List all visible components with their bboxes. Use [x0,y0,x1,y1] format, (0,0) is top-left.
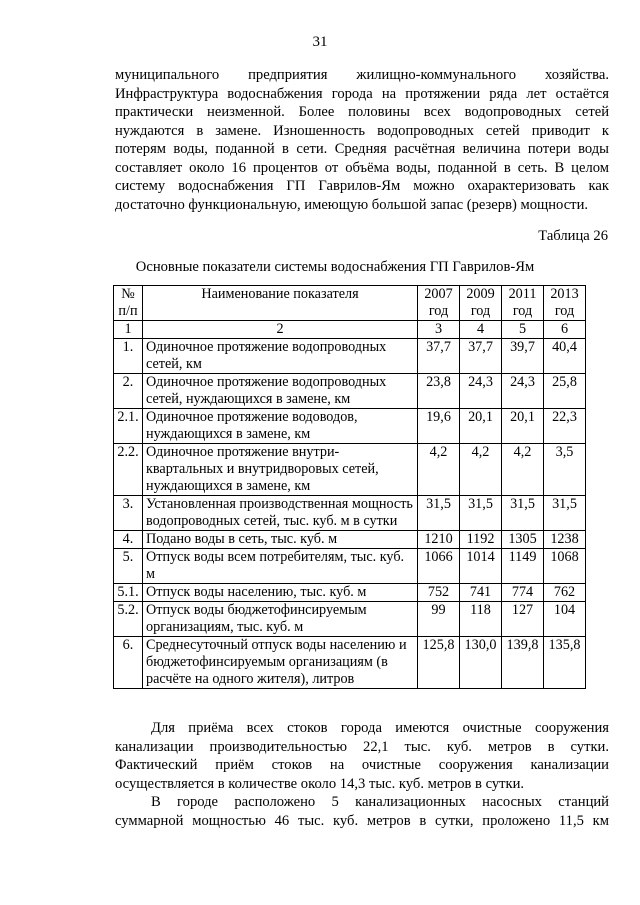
row-number: 2.2. [114,444,143,496]
row-value: 139,8 [502,637,544,689]
row-number: 6. [114,637,143,689]
row-value: 104 [544,602,586,637]
outro-paragraph-2 [115,793,609,830]
row-number: 3. [114,496,143,531]
header-num: № п/п [114,286,143,321]
outro-line: осуществляется в количестве около 14,3 тыс. куб. метров в сутки. [115,775,525,792]
row-value: 752 [418,584,460,602]
row-value: 130,0 [460,637,502,689]
index-cell: 5 [502,321,544,339]
row-number: 4. [114,531,143,549]
row-value: 23,8 [418,374,460,409]
row-indicator-name: Установленная производственная мощность водопроводных сетей, тыс. куб. м в сутки [143,496,418,531]
outro-line: Для приёма всех стоков города имеются очистные сооружения [151,720,609,736]
table-header-row [114,286,586,321]
row-value: 762 [544,584,586,602]
intro-line: потерям воды, поданной в сети. Средняя расчётная величина потери воды [115,141,609,157]
row-value: 4,2 [418,444,460,496]
index-cell: 3 [418,321,460,339]
outro-line: суммарной мощностью 46 тыс. куб. метров в сутки, проложено 11,5 км [115,812,609,829]
row-value: 125,8 [418,637,460,689]
row-value: 118 [460,602,502,637]
row-indicator-name: Одиночное протяжение водопроводных сетей, нуждающихся в замене, км [143,374,418,409]
row-number: 2. [114,374,143,409]
intro-line: систему водоснабжения ГП Гаврилов-Ям можно охарактеризовать как [115,178,609,194]
row-number: 2.1. [114,409,143,444]
table-label: Таблица 26 [538,228,608,244]
row-number: 5.2. [114,602,143,637]
table-title: Основные показатели системы водоснабжения ГП Гаврилов-Ям [135,259,535,275]
table-row [114,409,586,444]
row-value: 1068 [544,549,586,584]
header-year: 2013 год [544,286,586,321]
table-row [114,444,586,496]
header-year: 2007 год [418,286,460,321]
row-value: 39,7 [502,339,544,374]
header-year: 2009 год [460,286,502,321]
index-cell: 4 [460,321,502,339]
row-value: 127 [502,602,544,637]
intro-paragraph [115,66,609,214]
row-number: 5. [114,549,143,584]
intro-line: Инфраструктура водоснабжения города на протяжении ряда лет остаётся [115,85,609,102]
table-row [114,374,586,409]
intro-line: нуждаются в замене. Изношенность водопроводных сетей приводит к [115,122,609,139]
row-value: 40,4 [544,339,586,374]
row-value: 99 [418,602,460,637]
row-indicator-name: Отпуск воды всем потребителям, тыс. куб. м [143,549,418,584]
table-row [114,339,586,374]
intro-line: практически неизменной. Более половины всех водопроводных сетей [115,104,609,120]
row-value: 31,5 [418,496,460,531]
row-value: 25,8 [544,374,586,409]
row-value: 20,1 [460,409,502,444]
row-indicator-name: Среднесуточный отпуск воды населению и бюджетофинсируемым организациям (в расчёте на одного жителя), литров [143,637,418,689]
index-cell: 1 [114,321,143,339]
row-value: 22,3 [544,409,586,444]
row-value: 4,2 [502,444,544,496]
table-row [114,584,586,602]
row-indicator-name: Отпуск воды населению, тыс. куб. м [143,584,418,602]
row-indicator-name: Одиночное протяжение внутри-квартальных и внутридворовых сетей, нуждающихся в замене, км [143,444,418,496]
row-indicator-name: Одиночное протяжение водоводов, нуждающихся в замене, км [143,409,418,444]
row-value: 1210 [418,531,460,549]
outro-paragraph-1 [115,719,609,793]
page-number: 31 [312,34,328,50]
table-row [114,602,586,637]
row-value: 1149 [502,549,544,584]
row-value: 135,8 [544,637,586,689]
outro-line: В городе расположено 5 канализационных насосных станций [151,794,609,810]
row-value: 1238 [544,531,586,549]
table-index-row [114,321,586,339]
intro-line: муниципального предприятия жилищно-коммунального хозяйства. [115,67,609,83]
row-value: 4,2 [460,444,502,496]
outro-line: Фактический приём стоков на очистные сооружения канализации [115,757,609,773]
table-body [114,339,586,689]
header-year: 2011 год [502,286,544,321]
row-value: 1014 [460,549,502,584]
row-value: 3,5 [544,444,586,496]
row-value: 741 [460,584,502,602]
row-value: 37,7 [460,339,502,374]
row-value: 31,5 [544,496,586,531]
intro-line: достаточно функциональную, имеющую большой запас (резерв) мощности. [115,196,589,213]
table-row [114,496,586,531]
row-value: 37,7 [418,339,460,374]
row-value: 31,5 [502,496,544,531]
row-indicator-name: Подано воды в сеть, тыс. куб. м [143,531,418,549]
row-value: 774 [502,584,544,602]
row-value: 1066 [418,549,460,584]
table-row [114,549,586,584]
row-value: 31,5 [460,496,502,531]
row-indicator-name: Одиночное протяжение водопроводных сетей, км [143,339,418,374]
row-value: 24,3 [502,374,544,409]
row-indicator-name: Отпуск воды бюджетофинсируемым организациям, тыс. куб. м [143,602,418,637]
row-value: 1305 [502,531,544,549]
row-number: 1. [114,339,143,374]
row-value: 20,1 [502,409,544,444]
intro-line: составляет около 16 процентов от объёма воды, поданной в сеть. В целом [115,159,609,176]
row-number: 5.1. [114,584,143,602]
index-cell: 6 [544,321,586,339]
header-name: Наименование показателя [143,286,418,321]
table-row [114,637,586,689]
table-row [114,531,586,549]
outro-line: канализации производительностью 22,1 тыс. куб. метров в сутки. [115,738,609,755]
row-value: 19,6 [418,409,460,444]
indicators-table [113,285,586,689]
row-value: 24,3 [460,374,502,409]
index-cell: 2 [143,321,418,339]
row-value: 1192 [460,531,502,549]
